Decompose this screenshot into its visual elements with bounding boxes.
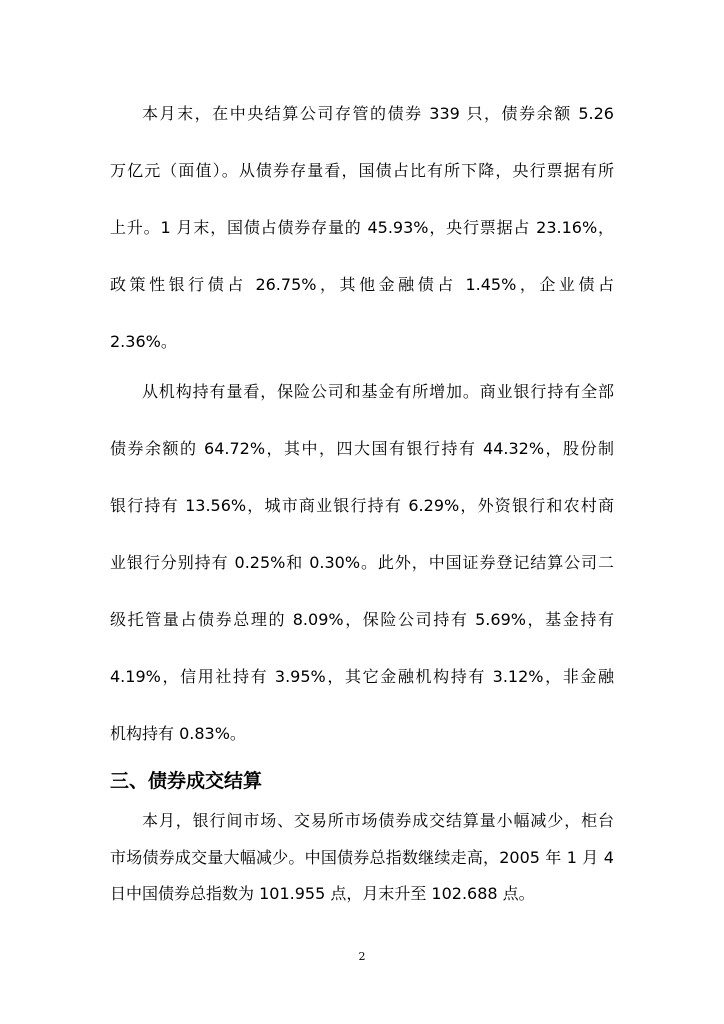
paragraph-line: 本月，银行间市场、交易所市场债券成交结算量小幅减少，柜台 [142,811,614,830]
paragraph-line: 业银行分别持有 0.25%和 0.30%。此外，中国证券登记结算公司二 [110,553,614,572]
paragraph-line: 机构持有 0.83%。 [110,724,246,743]
paragraph-line: 银行持有 13.56%，城市商业银行持有 6.29%，外资银行和农村商 [110,496,614,515]
paragraph-line: 2.36%。 [110,332,177,351]
paragraph-line: 债券余额的 64.72%，其中，四大国有银行持有 44.32%，股份制 [110,439,614,458]
paragraph-line: 4.19%，信用社持有 3.95%，其它金融机构持有 3.12%，非金融 [110,667,614,686]
paragraph-line: 上升。1 月末，国债占债券存量的 45.93%，央行票据占 23.16%， [110,218,614,237]
page-number: 2 [358,950,366,963]
paragraph-line: 级托管量占债券总理的 8.09%，保险公司持有 5.69%，基金持有 [110,610,614,629]
paragraph-line: 从机构持有量看，保险公司和基金有所增加。商业银行持有全部 [142,382,614,401]
section-heading: 三、债券成交结算 [110,770,263,792]
paragraph-line: 政策性银行债占 26.75%，其他金融债占 1.45%，企业债占 [110,275,614,294]
paragraph-line: 万亿元（面值）。从债券存量看，国债占比有所下降，央行票据有所 [110,161,614,180]
paragraph-line: 本月末，在中央结算公司存管的债券 339 只，债券余额 5.26 [142,104,614,123]
paragraph-line: 市场债券成交量大幅减少。中国债券总指数继续走高，2005 年 1 月 4 [110,848,614,867]
paragraph-line: 日中国债券总指数为 101.955 点，月末升至 102.688 点。 [110,884,535,903]
